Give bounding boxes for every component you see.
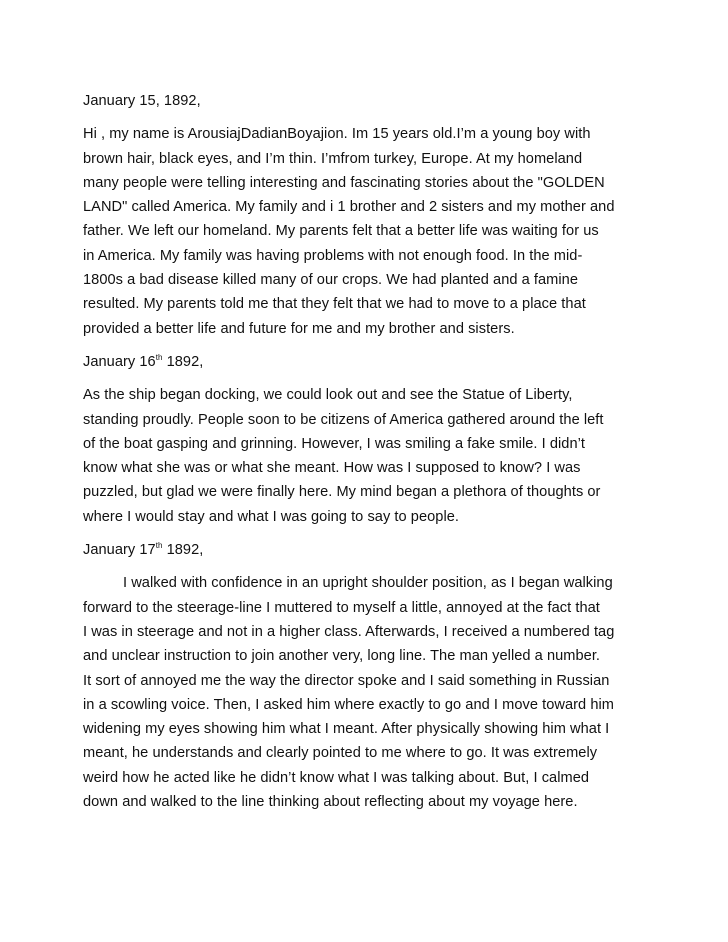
text-line: in a scowling voice. Then, I asked him where exactly to go and I move toward him (83, 696, 614, 713)
text-line: and unclear instruction to join another very, long line. The man yelled a number. (83, 648, 601, 665)
entry-date-2: January 16th 1892, (83, 352, 204, 370)
text-line: puzzled, but glad we were finally here. My mind began a plethora of thoughts or (83, 484, 601, 501)
entry-date-1: January 15, 1892, (83, 93, 201, 109)
entry-date-3: January 17th 1892, (83, 541, 204, 559)
entry-paragraph-3 (83, 571, 643, 814)
text-line: weird how he acted like he didn’t know what I was talking about. But, I calmed (83, 769, 590, 786)
text-line: provided a better life and future for me and my brother and sisters. (83, 320, 515, 337)
text-line: 1800s a bad disease killed many of our crops. We had planted and a famine (83, 272, 579, 289)
entry-paragraph-1 (83, 122, 643, 341)
text-line: widening my eyes showing him what I meant. After physically showing him what I (83, 721, 610, 738)
text-line: forward to the steerage-line I muttered to myself a little, annoyed at the fact that (83, 599, 600, 616)
text-line: Hi , my name is ArousiajDadianBoyajion. Im 15 years old.I’m a young boy with (83, 126, 591, 143)
text-line: I walked with confidence in an upright shoulder position, as I began walking (123, 575, 613, 592)
document-page (83, 89, 643, 823)
text-line: As the ship began docking, we could look out and see the Statue of Liberty, (83, 387, 573, 404)
text-line: meant, he understands and clearly pointed to me where to go. It was extremely (83, 745, 598, 762)
text-line: of the boat gasping and grinning. However, I was smiling a fake smile. I didn’t (83, 435, 586, 452)
text-line: down and walked to the line thinking about reflecting about my voyage here. (83, 794, 578, 811)
text-line: I was in steerage and not in a higher class. Afterwards, I received a numbered tag (83, 623, 615, 640)
text-line: many people were telling interesting and fascinating stories about the "GOLDEN (83, 174, 605, 191)
text-line: know what she was or what she meant. How was I supposed to know? I was (83, 460, 581, 477)
text-line: where I would stay and what I was going to say to people. (83, 508, 460, 525)
text-line: resulted. My parents told me that they felt that we had to move to a place that (83, 296, 586, 313)
text-line: standing proudly. People soon to be citizens of America gathered around the left (83, 411, 604, 428)
text-line: LAND" called America. My family and i 1 brother and 2 sisters and my mother and (83, 199, 615, 216)
entry-paragraph-2 (83, 383, 643, 529)
text-line: It sort of annoyed me the way the director spoke and I said something in Russian (83, 672, 610, 689)
text-line: brown hair, black eyes, and I’m thin. I’mfrom turkey, Europe. At my homeland (83, 150, 583, 167)
text-line: in America. My family was having problems with not enough food. In the mid- (83, 247, 583, 264)
text-line: father. We left our homeland. My parents felt that a better life was waiting for us (83, 223, 599, 240)
